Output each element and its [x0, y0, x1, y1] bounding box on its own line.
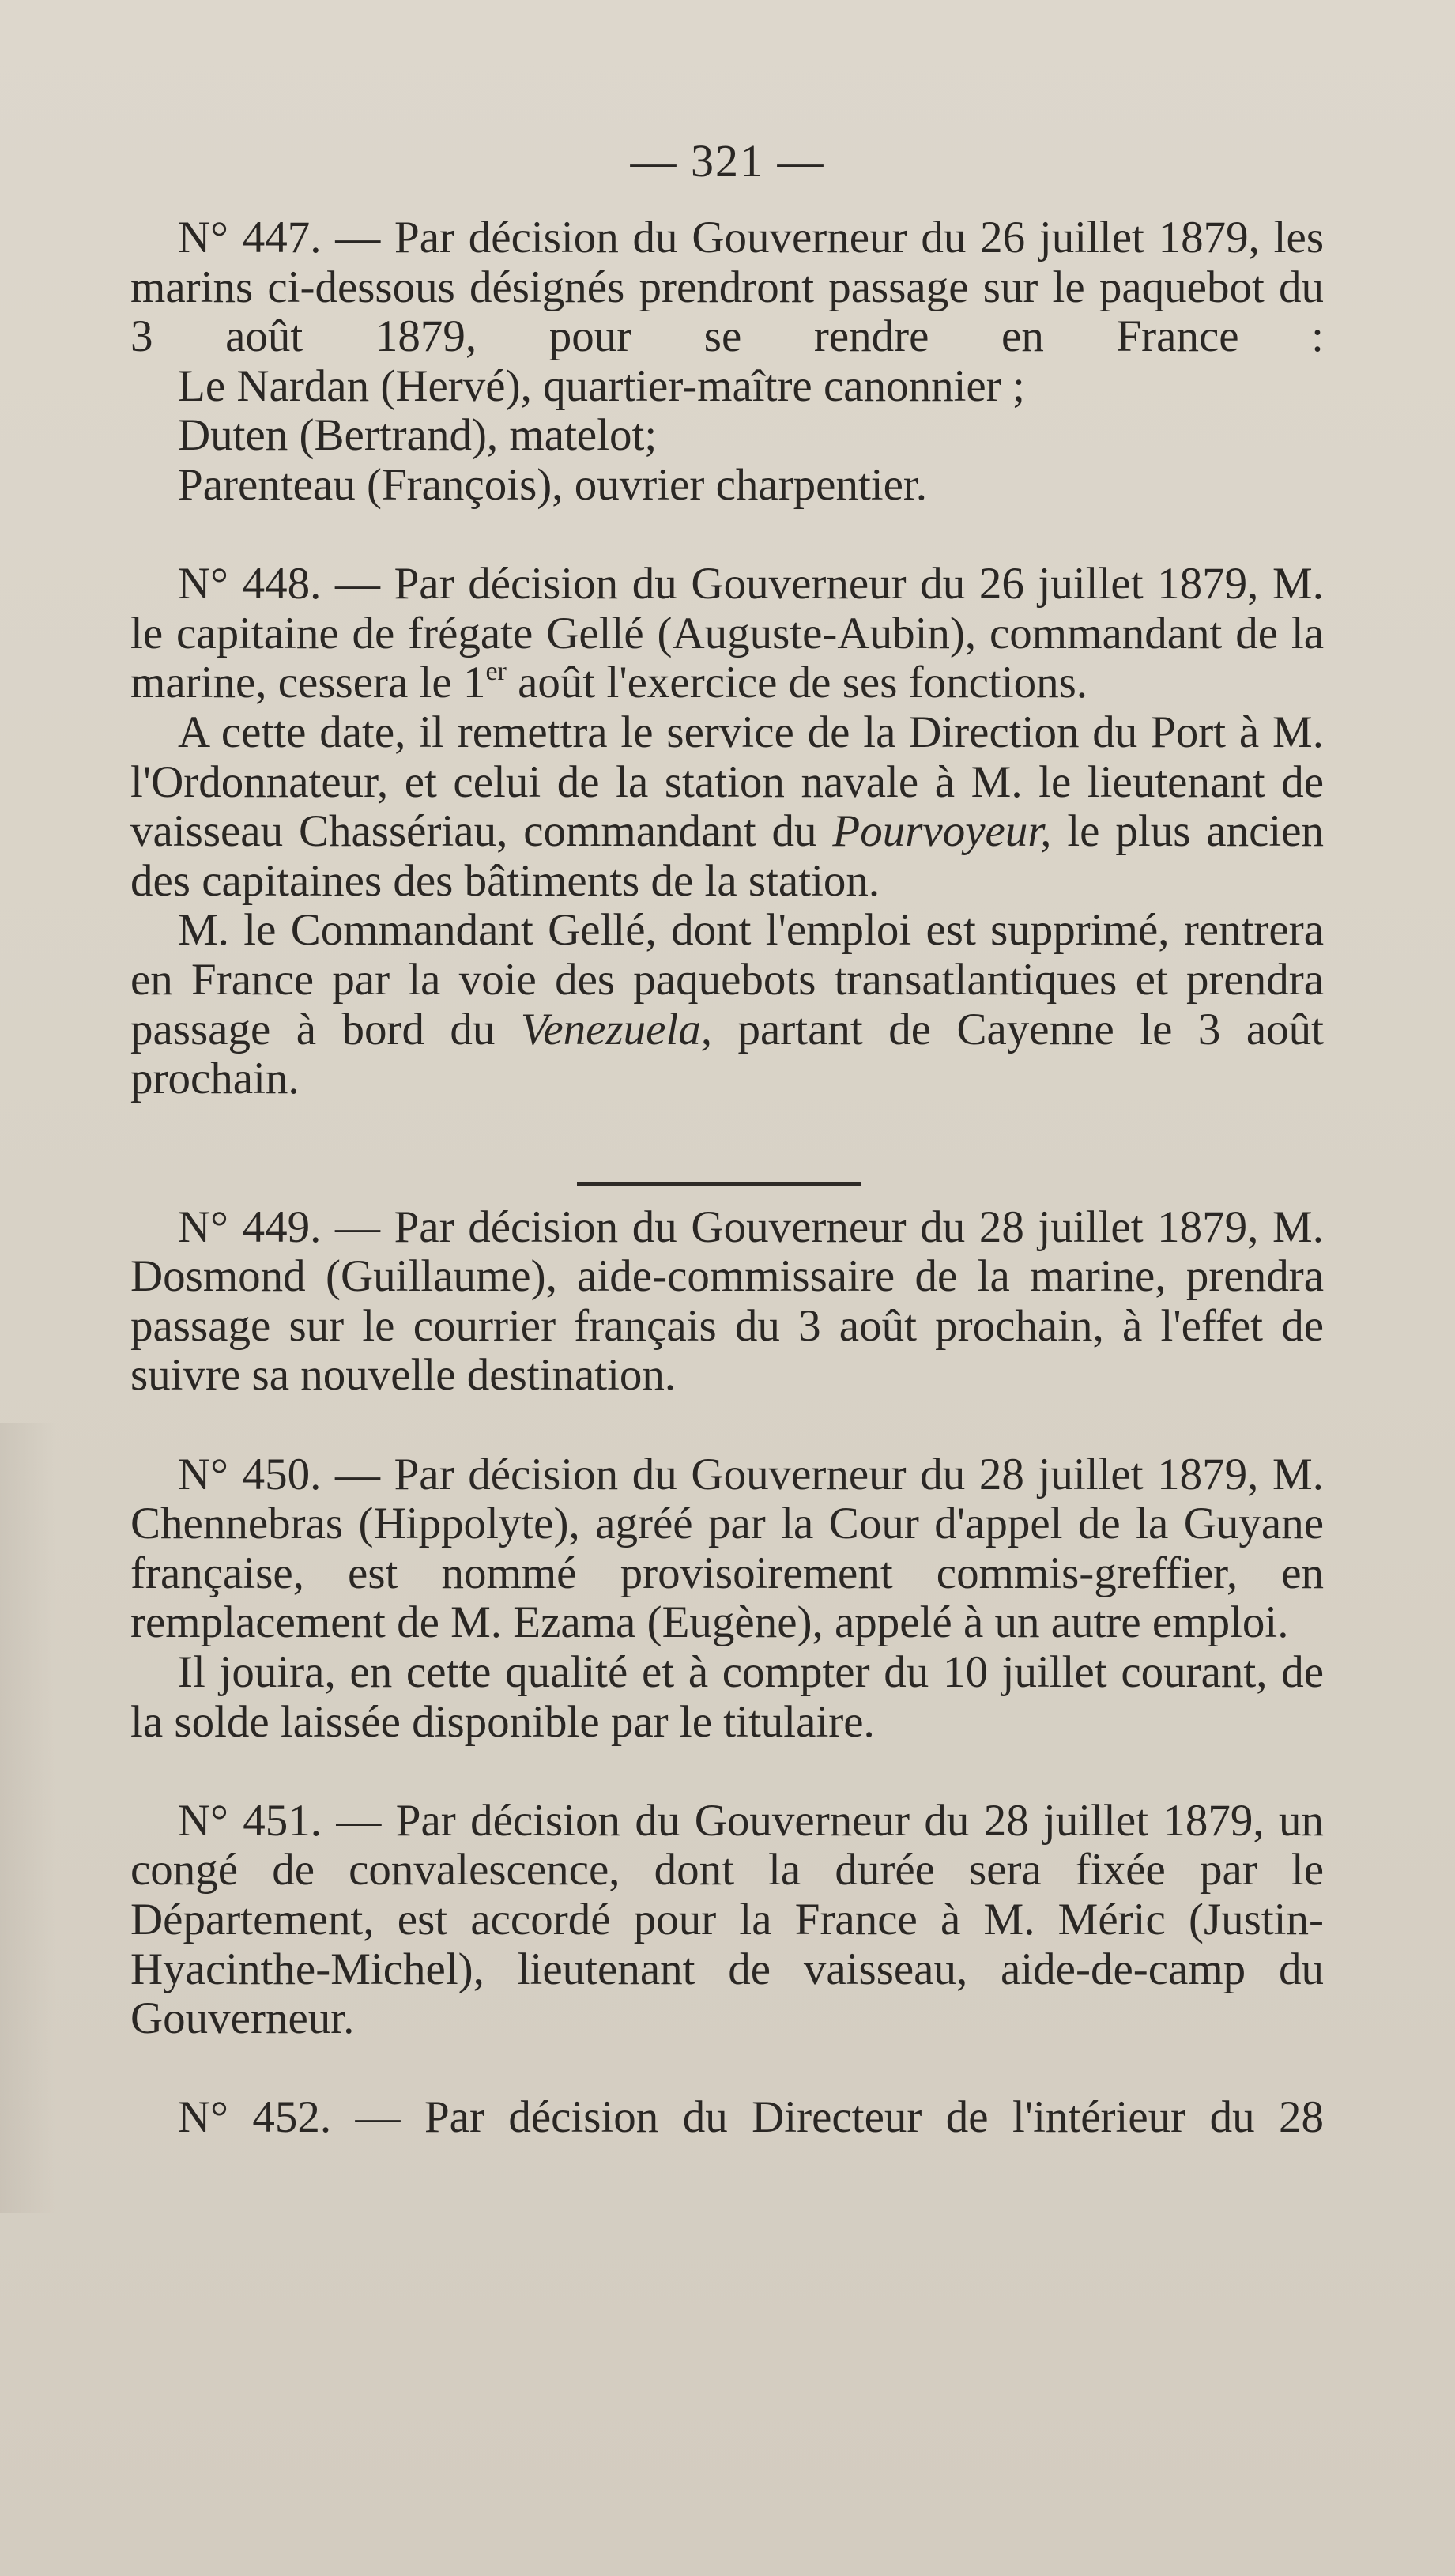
entry-448-text: N° 448. — Par décision du Gouverneur du 26 juillet 1879, M. le capitaine de frégate Gellé (Auguste-Aubin), commandant de la marine, cessera le 1	[130, 559, 1324, 708]
entry-447-list-item: Le Nardan (Hervé), quartier-maître canonnier ;	[178, 360, 1025, 411]
entry-450-paragraph-2: Il jouira, en cette qualité et à compter du 10 juillet courant, de la solde laissée disponible par le titulaire.	[130, 1647, 1324, 1747]
section-separator-rule	[577, 1182, 861, 1186]
entry-448-paragraph-3	[130, 906, 1324, 1103]
ship-name-venezuela: Venezuela,	[520, 1004, 713, 1054]
entry-448-text: août l'exercice de ses fonctions.	[506, 658, 1088, 708]
body-text	[130, 213, 1324, 2143]
entry-447-list-item: Duten (Bertrand), matelot;	[178, 410, 658, 461]
page-number: — 321 —	[630, 135, 825, 187]
entry-451-paragraph: N° 451. — Par décision du Gouverneur du 28 juillet 1879, un congé de convalescence, dont la durée sera fixée par le Département, est accordé pour la France à M. Méric (Justin-Hyacinthe-Michel), lieutenant de vaisseau, aide-de-camp du Gouverneur.	[130, 1795, 1324, 2044]
entry-448-text: A cette date, il remettra le service de la Direction du Port à M. l'Ordonnateur, et celui de la station navale à M. le lieutenant de vaisseau Chassériau, commandant du	[130, 707, 1324, 857]
entry-448-paragraph-2	[130, 708, 1324, 906]
entry-450-paragraph-1: N° 450. — Par décision du Gouverneur du 28 juillet 1879, M. Chennebras (Hippolyte), agréé par la Cour d'appel de la Guyane française, est nommé provisoirement commis-greffier, en remplacement de M. Ezama (Eugène), appelé à un autre emploi.	[130, 1449, 1324, 1648]
superscript-er: er	[485, 657, 507, 687]
entry-452-paragraph: N° 452. — Par décision du Directeur de l'intérieur du 28	[178, 2092, 1324, 2143]
ship-name-pourvoyeur: Pourvoyeur,	[832, 806, 1052, 857]
entry-448-text: M. le Commandant Gellé, dont l'emploi est supprimé, rentrera en France par la voie des paquebots transatlantiques et prendra passage à bord du	[130, 905, 1324, 1054]
entry-449-paragraph: N° 449. — Par décision du Gouverneur du 28 juillet 1879, M. Dosmond (Guillaume), aide-commissaire de la marine, prendra passage sur le courrier français du 3 août prochain, à l'effet de suivre sa nouvelle destination.	[130, 1201, 1324, 1401]
entry-447-list-item: Parenteau (François), ouvrier charpentier.	[178, 459, 928, 510]
entry-448-text: partant de Cayenne le 3 août prochain.	[130, 1004, 1324, 1104]
entry-448-text: le plus ancien des capitaines des bâtiments de la station.	[130, 806, 1324, 906]
page-edge-shadow	[0, 1423, 55, 2213]
entry-447-paragraph: N° 447. — Par décision du Gouverneur du 26 juillet 1879, les marins ci-dessous désignés prendront passage sur le paquebot du 3 août 1879, pour se rendre en France :	[130, 213, 1324, 362]
entry-448-paragraph-1	[130, 560, 1324, 708]
